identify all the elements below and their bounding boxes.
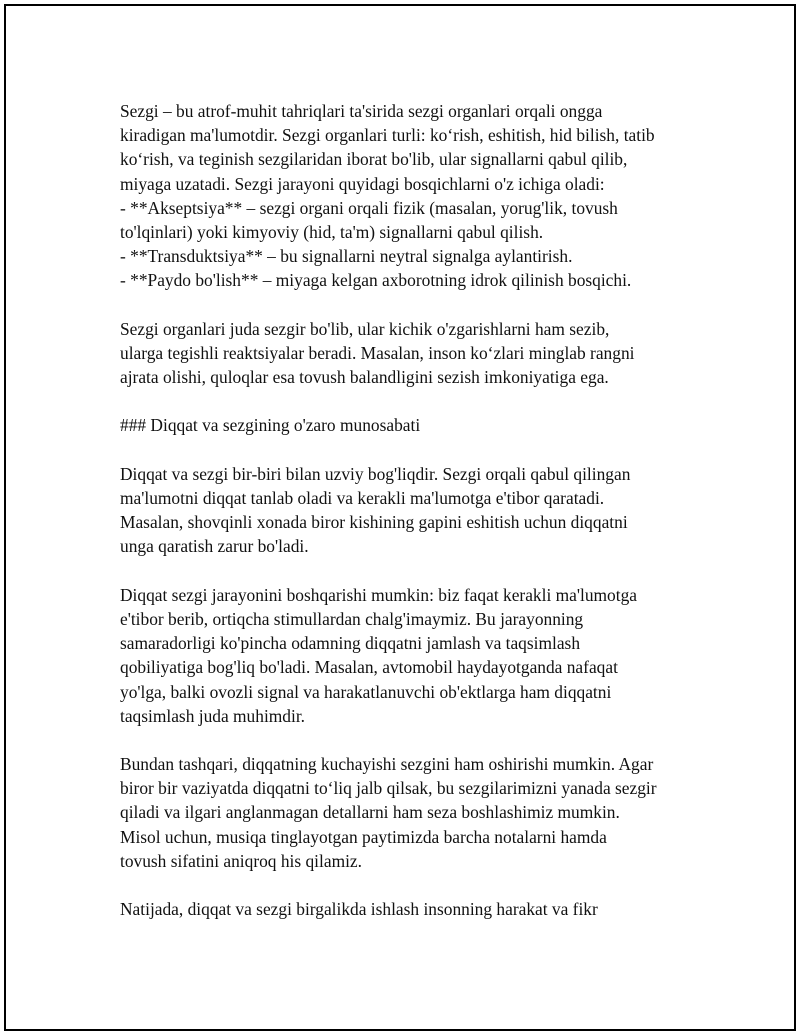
text-line: tovush sifatini aniqroq his qilamiz. — [120, 850, 362, 871]
paragraph-sezgi-organlari — [120, 317, 720, 390]
text-line: unga qaratish zarur bo'ladi. — [120, 536, 309, 557]
text-line: Masalan, shovqinli xonada biror kishining gapini eshitish uchun diqqatni — [120, 512, 628, 533]
text-line: ajrata olishi, quloqlar esa tovush balandligini sezish imkoniyatiga ega. — [120, 367, 609, 388]
document-page — [4, 4, 796, 1031]
text-line: taqsimlash juda muhimdir. — [120, 705, 306, 726]
text-line: kiradigan ma'lumotdir. Sezgi organlari turli: ko‘rish, eshitish, hid bilish, tatib — [120, 125, 655, 146]
text-line: qiladi va ilgari anglanmagan detallarni ham seza boshlashimiz mumkin. — [120, 802, 620, 823]
paragraph-natijada — [120, 897, 720, 921]
paragraph-diqqat-kuchayishi — [120, 752, 720, 873]
text-line: Natijada, diqqat va sezgi birgalikda ishlash insonning harakat va fikr — [120, 899, 598, 920]
list-item-akseptsiya: - **Akseptsiya** – sezgi organi orqali fizik (masalan, yorug'lik, tovush — [120, 197, 618, 218]
text-line: samaradorligi ko'pincha odamning diqqatni jamlash va taqsimlash — [120, 633, 581, 654]
list-item-transduktsiya: - **Transduktsiya** – bu signallarni neytral signalga aylantirish. — [120, 246, 573, 267]
paragraph-diqqat-va-sezgi — [120, 462, 720, 559]
text-line: to'lqinlari) yoki kimyoviy (hid, ta'm) signallarni qabul qilish. — [120, 221, 544, 242]
text-line: ularga tegishli reaktsiyalar beradi. Masalan, inson ko‘zlari minglab rangni — [120, 342, 635, 363]
paragraph-sezgi-definition — [120, 99, 720, 293]
text-line: Sezgi – bu atrof-muhit tahriqlari ta'sirida sezgi organlari orqali ongga — [120, 101, 603, 121]
text-line: biror bir vaziyatda diqqatni to‘liq jalb qilsak, bu sezgilarimizni yanada sezgir — [120, 778, 657, 799]
document-body — [120, 99, 720, 946]
text-line: Misol uchun, musiqa tinglayotgan paytimizda barcha notalarni hamda — [120, 826, 607, 847]
text-line: e'tibor berib, ortiqcha stimullardan chalg'imaymiz. Bu jarayonning — [120, 608, 584, 629]
section-heading — [120, 413, 720, 437]
text-line: miyaga uzatadi. Sezgi jarayoni quyidagi bosqichlarni o'z ichiga oladi: — [120, 173, 605, 194]
text-line: ko‘rish, va teginish sezgilaridan iborat bo'lib, ular signallarni qabul qilib, — [120, 149, 628, 170]
text-line: ma'lumotni diqqat tanlab oladi va kerakli ma'lumotga e'tibor qaratadi. — [120, 488, 605, 508]
text-line: yo'lga, balki ovozli signal va harakatlanuvchi ob'ektlarga ham diqqatni — [120, 681, 612, 702]
paragraph-diqqat-boshqaruvi — [120, 583, 720, 728]
text-line: qobiliyatiga bog'liq bo'ladi. Masalan, avtomobil haydayotganda nafaqat — [120, 657, 618, 678]
text-line: Bundan tashqari, diqqatning kuchayishi sezgini ham oshirishi mumkin. Agar — [120, 754, 654, 775]
heading-text: ### Diqqat va sezgining o'zaro munosabati — [120, 415, 421, 436]
text-line: Sezgi organlari juda sezgir bo'lib, ular kichik o'zgarishlarni ham sezib, — [120, 318, 610, 339]
text-line: Diqqat va sezgi bir-biri bilan uzviy bog'liqdir. Sezgi orqali qabul qilingan — [120, 463, 631, 484]
text-line: Diqqat sezgi jarayonini boshqarishi mumkin: biz faqat kerakli ma'lumotga — [120, 584, 637, 605]
list-item-paydo-bolish: - **Paydo bo'lish** – miyaga kelgan axborotning idrok qilinish bosqichi. — [120, 270, 632, 291]
